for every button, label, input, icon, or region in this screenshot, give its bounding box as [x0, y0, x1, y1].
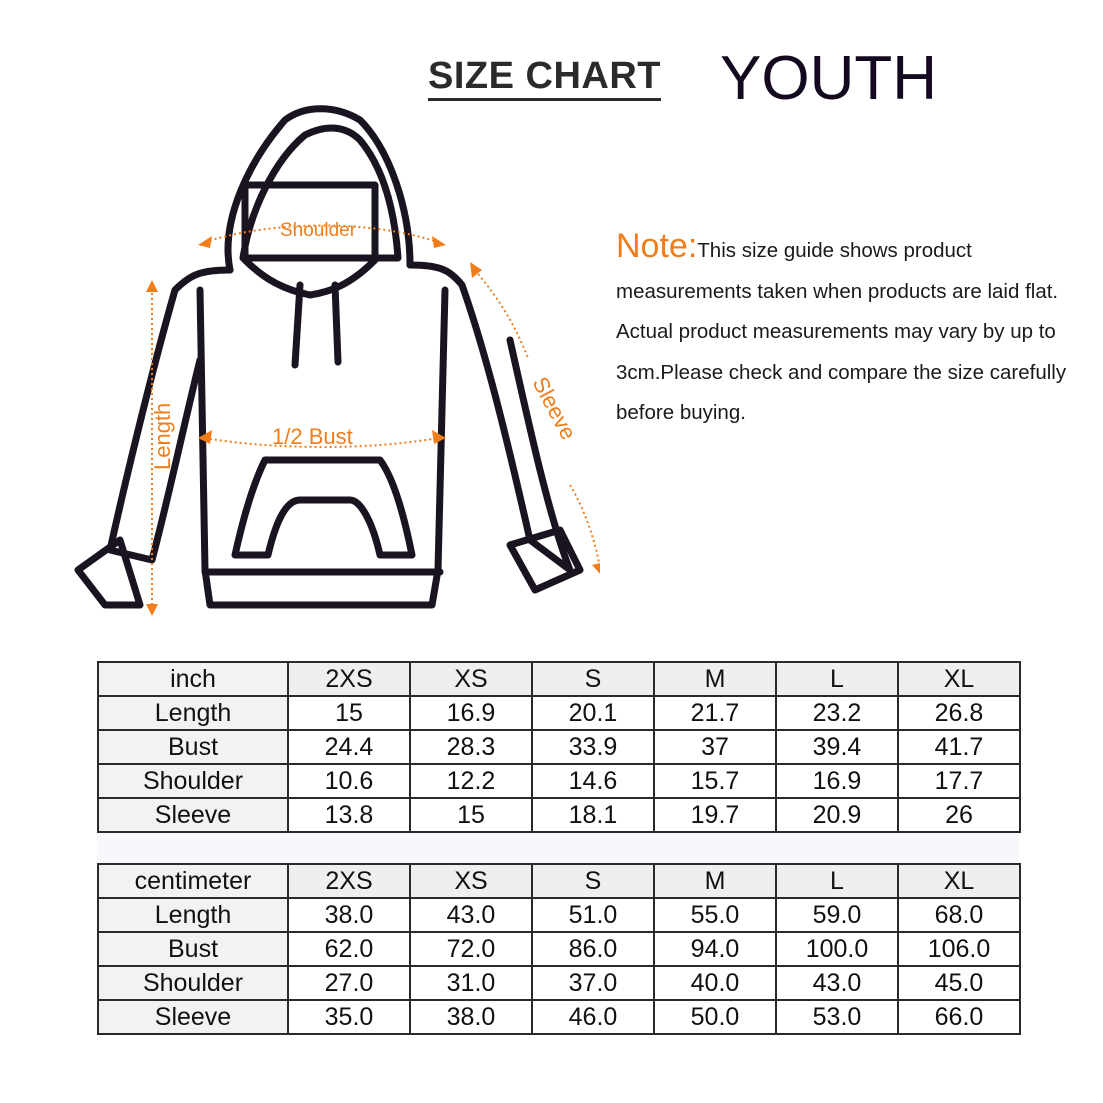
measurement-label: Bust — [98, 932, 288, 966]
measurement-value: 35.0 — [288, 1000, 410, 1034]
measurement-value: 12.2 — [410, 764, 532, 798]
measurement-value: 43.0 — [776, 966, 898, 1000]
measurement-value: 13.8 — [288, 798, 410, 832]
measurement-value: 27.0 — [288, 966, 410, 1000]
measurement-value: 15 — [410, 798, 532, 832]
bust-label: 1/2 Bust — [272, 424, 353, 449]
measurement-value: 33.9 — [532, 730, 654, 764]
measurement-value: 26.8 — [898, 696, 1020, 730]
measurement-value: 38.0 — [288, 898, 410, 932]
shoulder-label: Shoulder — [280, 220, 357, 241]
unit-header: inch — [98, 662, 288, 696]
measurement-value: 38.0 — [410, 1000, 532, 1034]
measurement-value: 39.4 — [776, 730, 898, 764]
inch-table-body — [98, 662, 1020, 832]
size-header: S — [532, 662, 654, 696]
size-header: XS — [410, 864, 532, 898]
measurement-label: Shoulder — [98, 966, 288, 1000]
table-row — [98, 966, 1020, 1000]
length-label: Length — [150, 402, 175, 470]
measurement-value: 15.7 — [654, 764, 776, 798]
table-spacer — [97, 833, 1019, 863]
unit-header: centimeter — [98, 864, 288, 898]
size-note — [616, 226, 1086, 434]
size-tables — [97, 661, 1021, 1035]
measurement-value: 46.0 — [532, 1000, 654, 1034]
measurement-value: 21.7 — [654, 696, 776, 730]
measurement-value: 50.0 — [654, 1000, 776, 1034]
table-row — [98, 898, 1020, 932]
measurement-value: 37.0 — [532, 966, 654, 1000]
table-gap-row — [97, 833, 1019, 863]
size-header: XS — [410, 662, 532, 696]
cm-size-table — [97, 863, 1021, 1035]
page-subtitle: YOUTH — [720, 44, 937, 113]
measurement-value: 14.6 — [532, 764, 654, 798]
table-row — [98, 1000, 1020, 1034]
table-row — [98, 764, 1020, 798]
measurement-value: 66.0 — [898, 1000, 1020, 1034]
measurement-value: 45.0 — [898, 966, 1020, 1000]
measurement-value: 62.0 — [288, 932, 410, 966]
measurement-value: 106.0 — [898, 932, 1020, 966]
measurement-value: 18.1 — [532, 798, 654, 832]
table-header-row — [98, 864, 1020, 898]
size-header: 2XS — [288, 864, 410, 898]
measurement-value: 20.9 — [776, 798, 898, 832]
measurement-value: 31.0 — [410, 966, 532, 1000]
size-header: M — [654, 864, 776, 898]
measurement-value: 20.1 — [532, 696, 654, 730]
size-header: 2XS — [288, 662, 410, 696]
measurement-value: 19.7 — [654, 798, 776, 832]
measurement-value: 55.0 — [654, 898, 776, 932]
measurement-value: 51.0 — [532, 898, 654, 932]
note-text: This size guide shows product measurements taken when products are laid flat. Actual product measurements may vary by up to 3cm.Please check and compare the size carefully before buying. — [616, 239, 1067, 424]
measurement-value: 59.0 — [776, 898, 898, 932]
measurement-value: 41.7 — [898, 730, 1020, 764]
measurement-value: 86.0 — [532, 932, 654, 966]
size-header: M — [654, 662, 776, 696]
measurement-value: 37 — [654, 730, 776, 764]
page-title: SIZE CHART — [428, 54, 661, 101]
size-header: XL — [898, 864, 1020, 898]
table-row — [98, 730, 1020, 764]
measurement-value: 24.4 — [288, 730, 410, 764]
sleeve-label: Sleeve — [527, 372, 582, 444]
measurement-value: 15 — [288, 696, 410, 730]
measurement-value: 17.7 — [898, 764, 1020, 798]
measurement-value: 40.0 — [654, 966, 776, 1000]
measurement-label: Length — [98, 696, 288, 730]
measurement-value: 10.6 — [288, 764, 410, 798]
measurement-value: 100.0 — [776, 932, 898, 966]
measurement-label: Sleeve — [98, 798, 288, 832]
size-header: XL — [898, 662, 1020, 696]
table-row — [98, 932, 1020, 966]
measurement-label: Bust — [98, 730, 288, 764]
measurement-label: Sleeve — [98, 1000, 288, 1034]
inch-size-table — [97, 661, 1021, 833]
table-header-row — [98, 662, 1020, 696]
measurement-value: 94.0 — [654, 932, 776, 966]
measurement-label: Length — [98, 898, 288, 932]
table-row — [98, 798, 1020, 832]
measurement-value: 23.2 — [776, 696, 898, 730]
measurement-value: 72.0 — [410, 932, 532, 966]
measurement-label: Shoulder — [98, 764, 288, 798]
table-row — [98, 696, 1020, 730]
measurement-value: 53.0 — [776, 1000, 898, 1034]
measurement-value: 16.9 — [776, 764, 898, 798]
measurement-value: 26 — [898, 798, 1020, 832]
hoodie-diagram — [60, 100, 600, 620]
measurement-value: 16.9 — [410, 696, 532, 730]
measurement-value: 68.0 — [898, 898, 1020, 932]
size-header: S — [532, 864, 654, 898]
measurement-value: 28.3 — [410, 730, 532, 764]
cm-table-body — [98, 864, 1020, 1034]
note-label: Note: — [616, 227, 698, 265]
measurement-value: 43.0 — [410, 898, 532, 932]
size-header: L — [776, 864, 898, 898]
size-header: L — [776, 662, 898, 696]
